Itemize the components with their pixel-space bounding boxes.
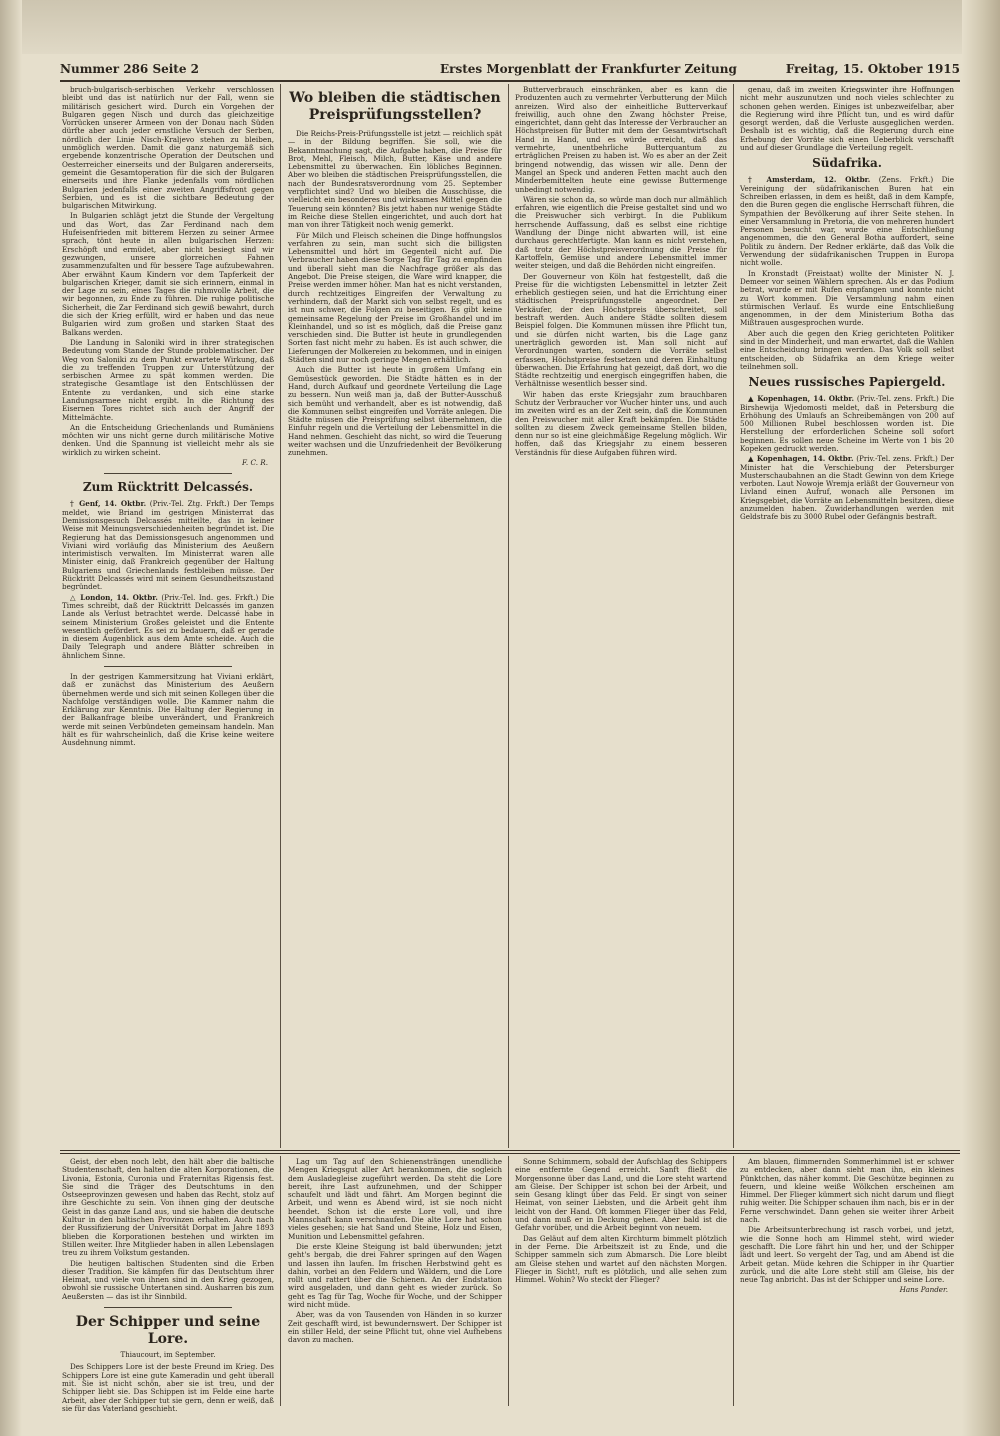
column-1 [62, 86, 274, 1146]
column-3 [515, 86, 727, 1146]
article-text: Die Arbeitsunterbrechung ist rasch vorbei, und jetzt, wie die Sonne hoch am Himmel steht, wird wieder geschafft. Die Lore fährt hin und her, und der Schipper lädt und leert. So vergeht der Tag, und am Abend ist die Arbeit getan. Müde kehren die Schipper in ihr Quartier zurück, und die alte Lore steht still am Gleise, bis der neue Tag anbricht. Das ist der Schipper und seine Lore. [740, 1225, 954, 1285]
dateline: † Amsterdam, 12. Oktbr. [748, 175, 871, 185]
article-text: (Priv.-Tel. zens. Frkft.) Der Minister hat die Verschiebung der Petersburger Musterschaubahnen an die Stadt Gewinn von dem Kriege verboten. Laut Nowoje Wremja erläßt der Gouverneur von Livland einen Aufruf, wonach alle Personen im Kriegsgebiet, die Vorräte an Lebensmitteln besitzen, diese anzumelden haben. Zuwiderhandlungen werden mit Geldstrafe bis zu 3000 Rubel oder Gefängnis bestraft. [740, 454, 954, 522]
article-text: (Priv.-Tel. zens. Frkft.) Die Birshewija Wjedomosti meldet, daß in Petersburg die Erhöhung des Umlaufs an Schreibemängen von 200 auf 500 Millionen Rubel beschlossen worden ist. Die Herstellung der erforderlichen Scheine soll sofort beginnen. Es sollen neue Scheine im Werte von 1 bis 20 Kopeken gedruckt werden. [740, 394, 954, 453]
article-text: Die heutigen baltischen Studenten sind die Erben dieser Tradition. Sie kämpfen für das Deutschtum ihrer Heimat, und viele von ihnen sind in den Krieg gezogen, obwohl sie russische Untertanen sind. Ausharren bis zum Aeußersten — das ist ihr Sinnbild. [62, 1258, 274, 1301]
article-headline: Südafrika. [812, 156, 882, 171]
page-edge [962, 0, 1000, 1436]
dateline: △ London, 14. Oktbr. [70, 592, 158, 602]
feuilleton-column-1 [62, 1157, 274, 1413]
article-text: Butterverbrauch einschränken, aber es kann die Produzenten auch zu vermehrter Verbutterung der Milch anreizen. Wird also der einheitliche Butterverkauf freiwillig, auch ohne den Zwang höchster Preise, eingerichtet, dann geht das Interesse der Verbraucher an Höchstpreisen für Butter mit dem der Gesamtwirtschaft Hand in Hand, und es würde erreicht, daß das vermehrte, unentbehrliche Butterquantum zu erträglichen Preisen zu haben ist. Wo es aber an der Zeit bringend notwendig, das wissen wir alle. Denn der Mangel an Speck und anderen Fetten macht auch den Minderbemittelten heute eine gewisse Buttermenge unbedingt notwendig. [515, 85, 727, 194]
article-text: (Zens. Frkft.) Die Vereinigung der südafrikanischen Buren hat ein Schreiben erlassen, in dem es heißt, daß in dem Kampfe, den die Buren gegen die englische Herrschaft führen, die Sympathien der Bevölkerung auf ihrer Seite stehen. In einer Versammlung in Pretoria, die von mehreren hundert Personen besucht war, wurde eine Entschließung angenommen, die den General Botha auffordert, seine Politik zu ändern. Der Redner erklärte, daß das Volk die Verwendung der südafrikanischen Truppen in Europa nicht wolle. [740, 175, 954, 268]
article-text: In Bulgarien schlägt jetzt die Stunde der Vergeltung und das Wort, das Zar Ferdinand nach dem Hufeisenfrieden mit bitterem Herzen zu seiner Armee sprach, tönt heute in allen bulgarischen Herzen: Erschöpft und ermüdet, aber nicht besiegt sind wir gezwungen, unsere glorreichen Fahnen zusammenzufalten und für bessere Tage aufzubewahren. Aber erwähnt Kaum Kindern vor dem Tapferkeit der bulgarischen Krieger, damit sie sich erinnern, einmal in der Lage zu sein, eines Tages die ruhmvolle Arbeit, die wir begonnen, zu Ende zu führen. Die ruhige politische Sicherheit, die Zar Ferdinand sich gewiß bewahrt, durch die sich der Krieg erfüllt, wird er haben und das neue Bulgarien wird zum großen und starken Staat des Balkans werden. [62, 211, 274, 337]
article-text: Für Milch und Fleisch scheinen die Dinge hoffnungslos verfahren zu sein, man sucht sich die billigsten Lebensmittel und hört im Gegenteil nicht auf. Die Verbraucher haben diese Sorge Tag für Tag zu empfinden und überall sieht man die Nachfrage größer als das Angebot. Die Preise steigen, die Ware wird knapper, die Preise werden immer höher. Man hat es nicht verstanden, durch rechtzeitiges Eingreifen der Verwaltung zu verhindern, daß der Markt sich von selbst regelt, und es ist nun schwer, die Folgen zu beseitigen. Es gibt keine gemeinsame Regelung der Preise im Großhandel und im Kleinhandel, und so ist es möglich, daß die Preise ganz verschieden sind. Die Butter ist heute in grundlegenden Sorten fast nicht mehr zu haben. Es ist auch schwer, die Lieferungen der Molkereien zu bekommen, und in einigen Städten sind nur noch geringe Mengen erhältlich. [288, 230, 502, 365]
feuilleton-location: Thiaucourt, im September. [120, 1351, 216, 1360]
column-rule [508, 1156, 509, 1406]
column-rule [280, 1156, 281, 1406]
feuilleton-headline: Der Schipper und seine Lore. [75, 1314, 261, 1348]
article-text: Des Schippers Lore ist der beste Freund im Krieg. Des Schippers Lore ist eine gute Kameradin und geht überall mit. Sie ist nicht schön, aber sie ist treu, und der Schipper liebt sie. Das Schippen ist im Felde eine harte Arbeit, aber der Schipper tut sie gern, denn er weiß, daß sie für das Vaterland geschieht. [62, 1362, 274, 1413]
article-text: Wir haben das erste Kriegsjahr zum brauchbaren Schutz der Verbraucher vor Wucher hinter uns, und auch im zweiten wird es an der Zeit sein, daß die Kommunen den Preiswucher mit aller Kraft bekämpfen. Die Städte sollten zu diesem Zweck gemeinsame Stellen bilden, denn nur so ist eine gleichmäßige Regelung möglich. Wir hoffen, daß das Kriegsjahr zu einem besseren Verständnis für diese Aufgaben führen wird. [515, 389, 727, 457]
article-text: (Priv.-Tel. Ind. ges. Frkft.) Die Times schreibt, daß der Rücktritt Delcassés im ganzen Lande als Verlust betrachtet werde. Delcassé habe in seinem Ministerium Großes geleistet und die Entente wesentlich gefördert. Es sei zu bedauern, daß er gerade in diesem Augenblick aus dem Amte scheide. Auch die Daily Telegraph und andere Blätter schreiben in ähnlichem Sinne. [62, 592, 274, 660]
article-text: Die Landung in Saloniki wird in ihrer strategischen Bedeutung vom Stande der Stunde problematischer. Der Weg von Saloniki zu dem Punkt erwartete Wirkung, daß die zu treffenden Truppen zur Unterstützung der serbischen Armee zu spät kommen werden. Die strategische Gesamtlage ist den Entschlüssen der Entente zu verdanken, und sich eine starke Landungsarmee nicht ergibt. In die Richtung des Eisernen Tores richtet sich auch der Angriff der Mittelmächte. [62, 337, 274, 422]
column-rule [733, 84, 734, 1148]
article-text: Der Gouverneur von Köln hat festgestellt, daß die Preise für die wichtigsten Lebensmittel in letzter Zeit erheblich gestiegen seien, und hat die Errichtung einer städtischen Preisprüfungsstelle angeordnet. Der Verkäufer, der den Höchstpreis überschreitet, soll bestraft werden. Auch andere Städte sollten diesem Beispiel folgen. Die Kommunen müssen ihre Pflicht tun, und sie dürfen nicht warten, bis die Lage ganz unerträglich geworden ist. Man soll nicht auf Verordnungen warten, sondern die Vorräte selbst erfassen, Höchstpreise festsetzen und deren Einhaltung überwachen. Die Erfahrung hat gezeigt, daß dort, wo die Städte rechtzeitig und energisch eingegriffen haben, die Verhältnisse wesentlich besser sind. [515, 271, 727, 389]
feuilleton-column-4 [740, 1158, 954, 1404]
binding-edge [0, 0, 22, 1436]
article-text: Die Reichs-Preis-Prüfungsstelle ist jetzt — reichlich spät — in der Bildung begriffen. Sie soll, wie die Bekanntmachung sagt, die Aufgabe haben, die Preise für Brot, Mehl, Fleisch, Milch, Butter, Käse und andere Lebensmittel zu überwachen. Ein löbliches Beginnen. Aber wo bleiben die städtischen Preisprüfungsstellen, die nach der Bundesratsverordnung vom 25. September verpflichtet sind? Und wo bleiben die Ausschüsse, die vielleicht ein besonderes und wirksames Mittel gegen die Teuerung sein könnten? Bis jetzt haben nur wenige Städte im Reiche diese Stellen eingerichtet, und auch dort hat man von ihrer Tätigkeit noch wenig gemerkt. [288, 129, 502, 230]
separator [104, 1307, 231, 1308]
article-text: Das Geläut auf dem alten Kirchturm bimmelt plötzlich in der Ferne. Die Arbeitszeit ist zu Ende, und die Schipper sammeln sich zum Abmarsch. Die Lore bleibt am Gleise stehen und wartet auf den nächsten Morgen. Flieger in Sicht!, ruft es plötzlich, und alle sehen zum Himmel. Wohin? Wo steckt der Flieger? [515, 1233, 727, 1285]
feuilleton-rule [60, 1150, 960, 1151]
article-text: Sonne Schimmern, sobald der Aufschlag des Schippers eine entfernte Gegend erreicht. Sanft fließt die Morgensonne über das Land, und die Lore steht wartend am Gleise. Der Schipper ist schon bei der Arbeit, und sein Gesang klingt über das Feld. Er singt von seiner Heimat, von seiner Liebsten, und die Arbeit geht ihm leicht von der Hand. Oft kommen Flieger über das Feld, und dann muß er in Deckung gehen. Aber bald ist die Gefahr vorüber, und die Arbeit beginnt von neuem. [515, 1157, 727, 1233]
article-text: Aber, was da von Tausenden von Händen in so kurzer Zeit geschafft wird, ist bewundernswert. Der Schipper ist ein stiller Held, der seine Pflicht tut, ohne viel Aufhebens davon zu machen. [288, 1310, 502, 1345]
dateline: ▲ Kopenhagen, 14. Oktbr. [748, 454, 854, 464]
article-headline: Zum Rücktritt Delcassés. [82, 480, 254, 495]
article-text: In Kronstadt (Freistaat) wollte der Minister N. J. Demeer vor seinen Wählern sprechen. Als er das Podium betrat, wurde er mit Rufen empfangen und konnte nicht zu Wort kommen. Die Versammlung nahm einen stürmischen Verlauf. Es wurde eine Entschließung angenommen, in der dem Ministerium Botha das Mißtrauen ausgesprochen wurde. [740, 268, 954, 328]
article-text: In der gestrigen Kammersitzung hat Viviani erklärt, daß er zunächst das Ministerium des Aeußern übernehmen werde und sich mit seinen Kollegen über die Nachfolge verständigen wolle. Die Kammer nahm die Erklärung zur Kenntnis. Die Haltung der Regierung in der Balkanfrage bleibe unverändert, und Frankreich werde mit seinen Verbündeten gemeinsam handeln. Man hält es für wahrscheinlich, daß die Krise keine weitere Ausdehnung nimmt. [62, 672, 274, 748]
article-text: (Priv.-Tel. Ztg. Frkft.) Der Temps meldet, wie Briand im gestrigen Ministerrat das Demissionsgesuch Delcassés mitteilte, das in keiner Weise mit Meinungsverschiedenheiten begründet ist. Die Regierung hat das Demissionsgesuch angenommen und Viviani wird vorläufig das Ministerium des Aeußern interimistisch verwalten. Im Ministerrat waren alle Minister einig, daß Frankreich gegenüber der Haltung Bulgariens und Griechenlands festbleiben müsse. Der Rücktritt Delcassés wird mit seinem Gesundheitszustand begründet. [62, 499, 274, 592]
article-text: genau, daß im zweiten Kriegswinter ihre Hoffnungen nicht mehr auszunutzen und noch vieles schlechter zu schonen gehen werden. Einiges ist unbezweifelbar, aber die Regierung wird ihre Pflicht tun, und es wird dafür gesorgt werden, daß die Verluste ausgeglichen werden. Deshalb ist es wichtig, daß die Regierung durch eine Erhebung der Vorräte sich einen Ueberblick verschafft und auf dieser Grundlage die Verteilung regelt. [740, 85, 954, 153]
column-rule [508, 84, 509, 1148]
feuilleton-column-2 [288, 1158, 502, 1404]
author-name: Hans Pander. [899, 1285, 948, 1295]
dateline: † Genf, 14. Oktbr. [70, 499, 147, 509]
article-text: Aber auch die gegen den Krieg gerichteten Politiker sind in der Minderheit, und man erwartet, daß die Wahlen eine Entscheidung bringen werden. Das Volk soll selbst entscheiden, ob Südafrika an dem Kriege weiter teilnehmen soll. [740, 328, 954, 371]
separator [104, 666, 231, 667]
article-text: Auch die Butter ist heute in großem Umfang ein Gemüsestück geworden. Die Städte hätten es in der Hand, durch Aufkauf und geordnete Verteilung die Lage zu bessern. Nun weiß man ja, daß der Butter-Ausschuß sich bemüht und verhandelt, aber es ist notwendig, daß die Kommunen selbst eingreifen und Vorräte anlegen. Die Städte müssen die Preisprüfung selbst übernehmen, die Einfuhr regeln und die Verteilung der Lebensmittel in die Hand nehmen. Geschieht das nicht, so wird die Teuerung weiter wachsen und die Unzufriedenheit der Bevölkerung zunehmen. [288, 365, 502, 458]
separator [104, 473, 231, 474]
column-4 [740, 86, 954, 1146]
column-rule [733, 1156, 734, 1406]
article-text: Die erste Kleine Steigung ist bald überwunden; jetzt geht's bergab, die drei Fahrer springen auf den Wagen und lassen ihn laufen. Im frischen Herbstwind geht es dahin, vorbei an den Feldern und Wäldern, und die Lore rollt und rattert über die Schienen. An der Endstation wird ausgeladen, und dann geht es wieder zurück. So geht es Tag für Tag, Woche für Woche, und der Schipper wird nicht müde. [288, 1241, 502, 1310]
feuilleton-rule [60, 1153, 960, 1154]
column-rule [280, 84, 281, 1148]
page-header [60, 62, 960, 80]
article-text: Lag um Tag auf den Schienensträngen unendliche Mengen Kriegsgut aller Art herankommen, die sogleich dem Ausladegleise zugeführt werden. Da steht die Lore bereit, ihre Last aufzunehmen, und der Schipper schaufelt und lädt und fährt. Am Morgen beginnt die Arbeit, und wenn es Abend wird, ist sie noch nicht beendet. Schon ist die erste Lore voll, und ihre Mannschaft kann verschnaufen. Die alte Lore hat schon vieles gesehen; sie hat Sand und Steine, Holz und Eisen, Munition und Lebensmittel gefahren. [288, 1157, 502, 1241]
paper-title: Erstes Morgenblatt der Frankfurter Zeitung [440, 62, 737, 76]
article-headline: Neues russisches Papiergeld. [748, 375, 946, 390]
article-text: Wären sie schon da, so würde man doch nur allmählich erfahren, wie eigentlich die Preise gestaltet sind und wo die Preiswucher sich verbirgt. In die Publikum herrschende Auffassung, daß es selbst eine richtige Wandlung der Dinge nicht abwarten will, ist eine durchaus gerechtfertigte. Man kann es nicht verstehen, daß trotz der Höchstpreisverordnung die Preise für Kartoffeln, Gemüse und andere Lebensmittel immer weiter steigen, und daß die Behörden nicht eingreifen. [515, 194, 727, 271]
page-top-shadow [22, 0, 962, 54]
article-text: Am blauen, flimmernden Sommerhimmel ist er schwer zu entdecken, aber dann sieht man ihn, ein kleines Pünktchen, das näher kommt. Die Geschütze beginnen zu feuern, und kleine weiße Wölkchen erscheinen am Himmel. Der Flieger kümmert sich nicht darum und fliegt ruhig weiter. Die Schipper schauen ihm nach, bis er in der Ferne verschwindet. Dann gehen sie weiter ihrer Arbeit nach. [740, 1157, 954, 1225]
article-text: Geist, der eben noch lebt, den hält aber die baltische Studentenschaft, den halten die alten Korporationen, die Livonia, Estonia, Curonia und Fraternitas Rigensis fest. Sie sind die Träger des Deutschtums in den Ostseeprovinzen gewesen und haben das Recht, stolz auf ihre Geschichte zu sein. Von ihnen ging der deutsche Geist in das ganze Land aus, und sie haben die deutsche Kultur in den baltischen Provinzen erhalten. Auch nach der Russifizierung der Universität Dorpat im Jahre 1893 blieben die Korporationen bestehen und wirkten im Stillen weiter. Ihre Mitglieder haben in allen Lebenslagen treu zu ihrem Volkstum gestanden. [62, 1157, 274, 1258]
author-initials: F. C. R. [242, 458, 268, 468]
article-headline: Wo bleiben die städtischen Preisprüfungsstellen? [289, 90, 501, 123]
column-2 [288, 86, 502, 1146]
issue-date: Freitag, 15. Oktober 1915 [785, 62, 960, 76]
article-text: bruch-bulgarisch-serbischen Verkehr verschlossen bleibt und das ist natürlich nur der Fall, wenn sie militärisch gesichert wird. Durch ein Vorgehen der Bulgaren gegen Nisch und durch das gleichzeitige Vorrücken unserer Armeen von der Donau nach Süden dürfte aber auch jeder ernstliche Versuch der Serben, nördlich der Linie Nisch-Kraljevo stehen zu bleiben, unmöglich werden. Damit die ganz naturgemäß sich ergebende konzentrische Operation der Deutschen und Oesterreicher einerseits und der Bulgaren andererseits, gemeint die Gesamtoperation für die sich der Bulgaren einerseits und ihre Flanke jedenfalls vom nördlichen Bulgarien jedenfalls einer zweiten Angriffsfront gegen Serbien, und es ist die sichtbare Bedeutung der bulgarischen Mitwirkung. [62, 85, 274, 211]
page-number-label: Nummer 286 Seite 2 [60, 62, 200, 76]
header-rule [60, 80, 960, 82]
article-text: An die Entscheidung Griechenlands und Rumäniens möchten wir uns nicht gerne durch militärische Motive denken. Und die Spannung ist vielleicht mehr als sie wirklich zu wirken scheint. [62, 422, 274, 457]
feuilleton-column-3 [515, 1158, 727, 1404]
dateline: ▲ Kopenhagen, 14. Oktbr. [748, 394, 855, 404]
